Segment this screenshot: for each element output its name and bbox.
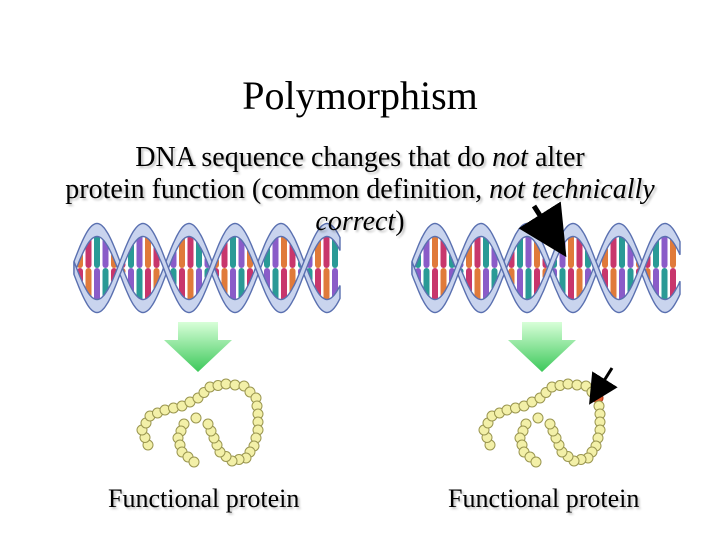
subtitle-emphasis: correct xyxy=(315,206,396,237)
subtitle-text: alter xyxy=(527,142,585,173)
amino-acid-bead xyxy=(572,380,582,390)
subtitle-text: ) xyxy=(395,206,405,237)
amino-acid-bead xyxy=(533,413,543,423)
slide-title: Polymorphism xyxy=(242,73,478,118)
subtitle-text: protein function (common definition, xyxy=(65,174,490,205)
amino-acid-bead xyxy=(191,413,201,423)
subtitle-line-1 xyxy=(30,142,690,174)
amino-acid-bead xyxy=(563,379,573,389)
slide-subtitle xyxy=(30,142,690,238)
caption-right: Functional protein xyxy=(448,484,640,513)
subtitle-line-3 xyxy=(30,206,690,238)
down-arrow-right xyxy=(508,322,576,372)
amino-acid-bead xyxy=(531,457,541,467)
subtitle-emphasis: not technically xyxy=(489,174,655,205)
amino-acid-bead xyxy=(221,379,231,389)
caption-left: Functional protein xyxy=(108,484,300,513)
subtitle-emphasis: not xyxy=(492,142,528,173)
amino-acid-bead xyxy=(203,419,213,429)
subtitle-line-2 xyxy=(30,174,690,206)
amino-acid-bead xyxy=(230,380,240,390)
subtitle-text: DNA sequence changes that do xyxy=(135,142,493,173)
down-arrow-left xyxy=(164,322,232,372)
amino-acid-bead xyxy=(189,457,199,467)
protein-chain-right xyxy=(479,379,605,467)
amino-acid-bead xyxy=(545,419,555,429)
pointer-arrow-protein xyxy=(597,368,612,392)
protein-chain-left xyxy=(137,379,263,467)
